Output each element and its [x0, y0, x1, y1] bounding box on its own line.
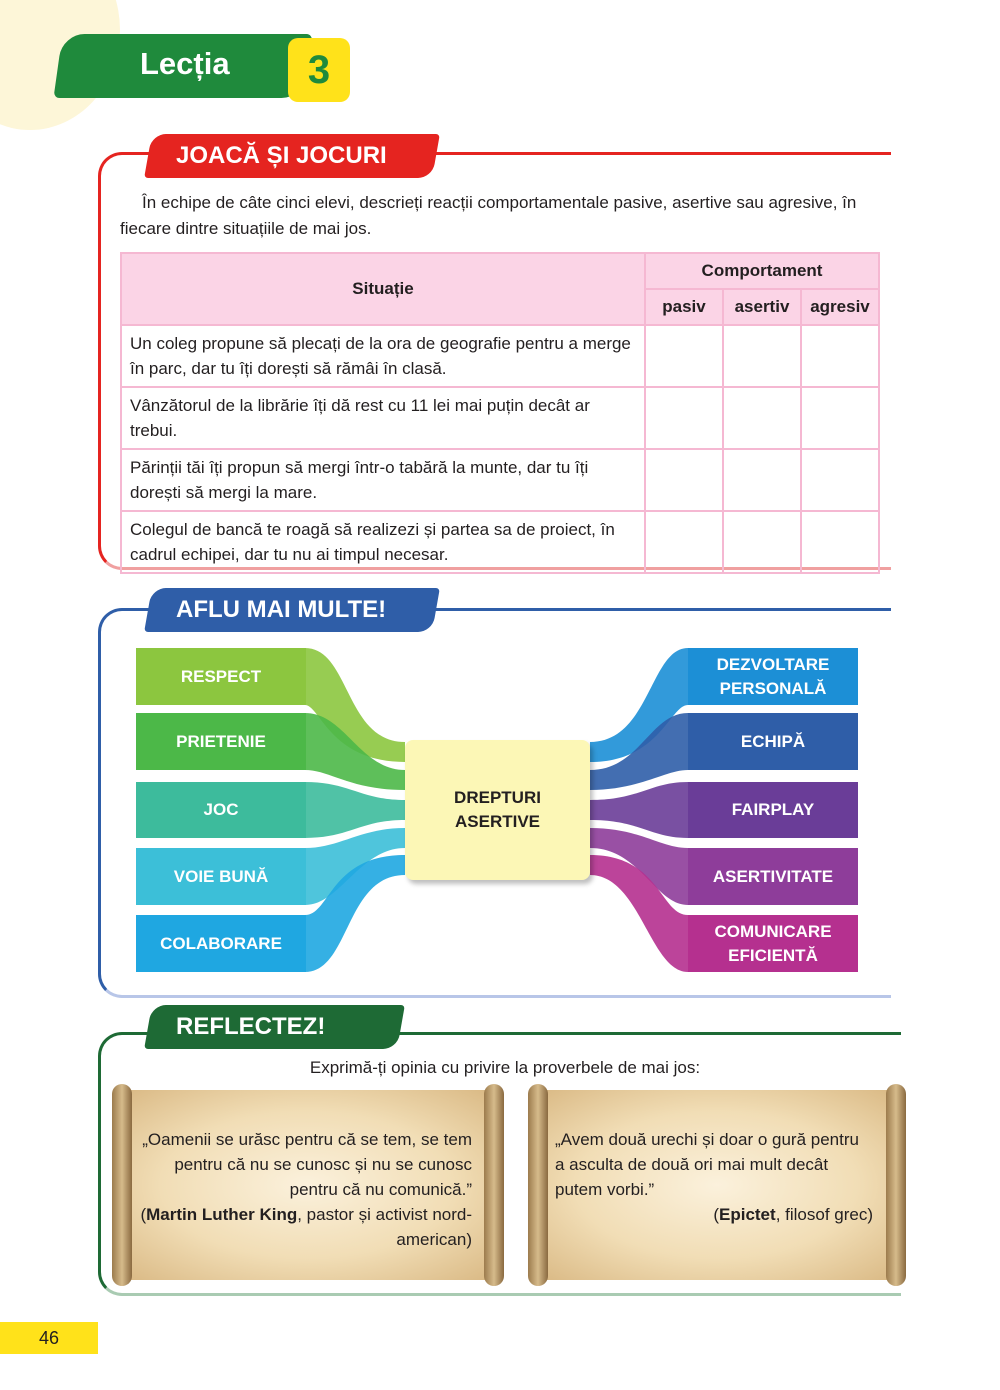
- situation-cell: Vânzătorul de la librărie îți dă rest cu 11 lei mai puțin decât ar trebui.: [121, 387, 645, 449]
- lesson-label: Lecția: [140, 46, 230, 81]
- section-title-reflect: REFLECTEZ!: [144, 1005, 405, 1049]
- concept-left-1: PRIETENIE: [136, 713, 306, 770]
- concept-left-4: COLABORARE: [136, 915, 306, 972]
- scroll-left-rod-left: [112, 1084, 132, 1286]
- concept-right-4: COMUNICARE EFICIENTĂ: [688, 915, 858, 972]
- concept-left-2: JOC: [136, 782, 306, 838]
- col-header-behavior: Comportament: [645, 253, 879, 289]
- col-header-assertive: asertiv: [723, 289, 801, 325]
- section-title-games: JOACĂ ȘI JOCURI: [144, 134, 440, 178]
- concept-left-0: RESPECT: [136, 648, 306, 705]
- scroll-right-rod-right: [886, 1084, 906, 1286]
- quote-mlk: [140, 1127, 472, 1252]
- concept-right-3: ASERTIVITATE: [688, 848, 858, 905]
- center-concept: DREPTURI ASERTIVE: [405, 740, 590, 880]
- reflect-subtitle: Exprimă-ți opinia cu privire la proverbele de mai jos:: [309, 1058, 701, 1077]
- col-header-passive: pasiv: [645, 289, 723, 325]
- intro-text: În echipe de câte cinci elevi, descrieți reacții comportamentale pasive, asertive sau agresive, în fiecare dintre situațiile de mai jos.: [120, 193, 857, 238]
- scroll-left-rod-right: [484, 1084, 504, 1286]
- concept-left-3: VOIE BUNĂ: [136, 848, 306, 905]
- concept-right-1: ECHIPĂ: [688, 713, 858, 770]
- quote-epictet-author: Epictet: [719, 1205, 776, 1224]
- col-header-aggressive: agresiv: [801, 289, 879, 325]
- quote-mlk-text: „Oamenii se urăsc pentru că se tem, se tem pentru că nu se cunosc și nu se cunosc pentru că nu comunică.”: [142, 1130, 472, 1199]
- quote-epictet: [555, 1127, 873, 1227]
- quote-epictet-text: „Avem două urechi și doar o gură pentru a asculta de două ori mai mult decât putem vorbi.”: [555, 1130, 859, 1199]
- situation-cell: Părinții tăi îți propun să mergi într-o tabără la munte, dar tu îți dorești să mergi la mare.: [121, 449, 645, 511]
- col-header-situation: Situație: [121, 253, 645, 325]
- lesson-number: 3: [288, 38, 350, 102]
- concept-right-2: FAIRPLAY: [688, 782, 858, 838]
- situation-cell: Colegul de bancă te roagă să realizezi și partea sa de proiect, în cadrul echipei, dar tu nu ai timpul necesar.: [121, 511, 645, 573]
- quote-epictet-attribution: (Epictet, filosof grec): [713, 1205, 873, 1224]
- scroll-right-rod-left: [528, 1084, 548, 1286]
- page-number: 46: [0, 1322, 98, 1354]
- concept-right-0: DEZVOLTARE PERSONALĂ: [688, 648, 858, 705]
- quote-mlk-author: Martin Luther King: [146, 1205, 298, 1224]
- section-title-learn: AFLU MAI MULTE!: [144, 588, 440, 632]
- quote-mlk-attribution: (Martin Luther King, pastor și activist nord-american): [140, 1205, 472, 1249]
- situation-cell: Un coleg propune să plecați de la ora de geografie pentru a merge în parc, dar tu îți dorești să rămâi în clasă.: [121, 325, 645, 387]
